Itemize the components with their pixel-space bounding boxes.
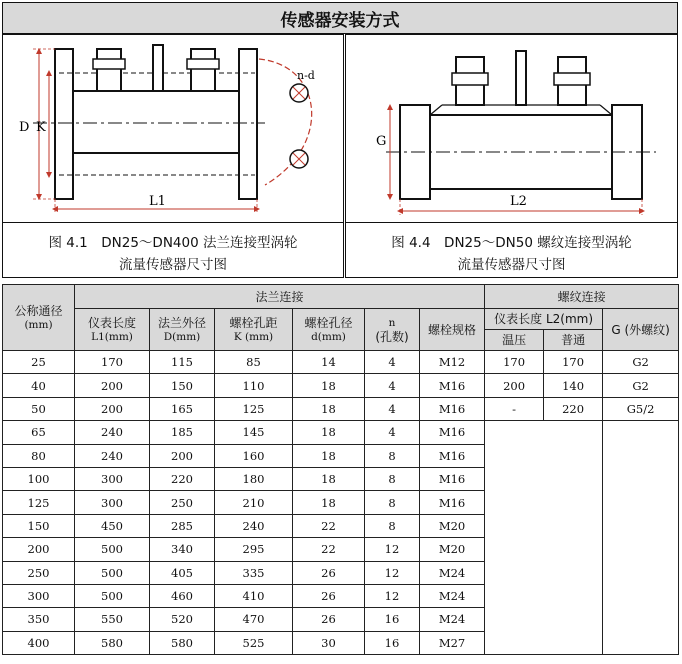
table-cell-n: 12 [365, 584, 420, 607]
table-cell-n: 4 [365, 374, 420, 397]
table-cell-bolt: M16 [420, 491, 485, 514]
table-cell-l1: 500 [75, 538, 150, 561]
col-dd-unit: d(mm) [311, 330, 346, 343]
table-cell-d: 165 [150, 397, 215, 420]
table-cell-l1: 240 [75, 444, 150, 467]
figure-thread-caption-line2: 流量传感器尺寸图 [457, 257, 566, 273]
table-cell-norm: 220 [544, 397, 603, 420]
table-cell-norm: 140 [544, 374, 603, 397]
table-cell-d: 220 [150, 467, 215, 490]
document-page [2, 2, 678, 660]
table-cell-dn: 65 [3, 421, 75, 444]
table-cell-k: 210 [215, 491, 293, 514]
table-cell-dd: 18 [293, 397, 365, 420]
figure-thread-caption-line1: 图 4.4 DN25～DN50 螺纹连接型涡轮 [391, 235, 632, 251]
table-cell-d: 460 [150, 584, 215, 607]
flange-sensor-drawing [3, 35, 343, 223]
table-cell-d: 115 [150, 351, 215, 374]
figure-thread-caption-box [345, 222, 678, 278]
col-nominal-unit: (mm) [24, 318, 53, 331]
table-cell-k: 110 [215, 374, 293, 397]
col-l1-unit: L1(mm) [91, 330, 133, 343]
table-cell-n: 16 [365, 608, 420, 631]
col-d-header [150, 309, 215, 351]
table-header-row [3, 309, 679, 330]
col-dd-label: 螺栓孔径 [304, 315, 353, 330]
col-nominal-header [3, 285, 75, 351]
table-cell-dd: 14 [293, 351, 365, 374]
col-k-label: 螺栓孔距 [229, 315, 278, 330]
table-cell-dd: 18 [293, 491, 365, 514]
table-cell-k: 240 [215, 514, 293, 537]
table-cell-dn: 80 [3, 444, 75, 467]
col-bolt-header: 螺栓规格 [420, 309, 485, 351]
table-cell-d: 200 [150, 444, 215, 467]
table-cell-l1: 580 [75, 631, 150, 654]
table-cell-l1: 300 [75, 467, 150, 490]
table-cell-l1: 500 [75, 584, 150, 607]
dim-nd-label: n-d [297, 69, 315, 82]
table-cell-bolt: M16 [420, 397, 485, 420]
dim-k-label: K [36, 120, 46, 135]
table-cell-bolt: M24 [420, 561, 485, 584]
dimension-table [2, 284, 679, 655]
col-k-unit: K (mm) [233, 330, 274, 343]
col-k-header [215, 309, 293, 351]
table-cell-l1: 170 [75, 351, 150, 374]
col-l1-header [75, 309, 150, 351]
table-cell-k: 525 [215, 631, 293, 654]
table-cell-n: 16 [365, 631, 420, 654]
col-n-header [365, 309, 420, 351]
table-cell-g: G2 [603, 351, 679, 374]
table-cell-bolt: M20 [420, 514, 485, 537]
group-thread-header: 螺纹连接 [485, 285, 679, 309]
table-cell-l1: 300 [75, 491, 150, 514]
table-cell-n: 8 [365, 514, 420, 537]
table-cell-dd: 18 [293, 421, 365, 444]
table-cell-n: 4 [365, 351, 420, 374]
table-cell-dn: 40 [3, 374, 75, 397]
col-l2-normal-header: 普通 [544, 330, 603, 351]
figure-flange-panel [2, 34, 344, 224]
table-cell-n: 4 [365, 397, 420, 420]
col-l2-hot-header: 温压 [485, 330, 544, 351]
table-cell-dd: 30 [293, 631, 365, 654]
thread-sensor-drawing [346, 35, 677, 223]
table-cell-norm: 170 [544, 351, 603, 374]
table-cell-k: 335 [215, 561, 293, 584]
table-cell-hot: 170 [485, 351, 544, 374]
table-cell-l1: 550 [75, 608, 150, 631]
table-cell-k: 145 [215, 421, 293, 444]
table-cell-n: 12 [365, 561, 420, 584]
table-cell-dd: 18 [293, 374, 365, 397]
col-nominal-label: 公称通径 [14, 303, 63, 318]
col-n-label: n [388, 316, 396, 329]
table-cell-d: 405 [150, 561, 215, 584]
table-cell-d: 520 [150, 608, 215, 631]
table-cell-k: 295 [215, 538, 293, 561]
table-cell-d: 150 [150, 374, 215, 397]
col-d-unit: D(mm) [163, 330, 201, 343]
table-cell-k: 125 [215, 397, 293, 420]
col-g-header: G (外螺纹) [603, 309, 679, 351]
table-cell-hot: - [485, 397, 544, 420]
table-cell-bolt: M16 [420, 467, 485, 490]
table-cell-bolt: M24 [420, 584, 485, 607]
col-d-label: 法兰外径 [157, 315, 206, 330]
dim-l2-label: L2 [510, 194, 527, 209]
table-cell-k: 180 [215, 467, 293, 490]
table-cell-bolt: M16 [420, 374, 485, 397]
table-cell-dn: 100 [3, 467, 75, 490]
table-cell-d: 250 [150, 491, 215, 514]
table-cell-dd: 26 [293, 561, 365, 584]
col-l2-header: 仪表长度 L2(mm) [485, 309, 603, 330]
table-cell-bolt: M20 [420, 538, 485, 561]
table-cell-k: 160 [215, 444, 293, 467]
table-cell-dn: 50 [3, 397, 75, 420]
empty-thread-g-cell [603, 421, 679, 655]
table-row [3, 351, 679, 374]
table-cell-d: 185 [150, 421, 215, 444]
table-cell-g: G2 [603, 374, 679, 397]
table-cell-dd: 18 [293, 444, 365, 467]
table-cell-l1: 200 [75, 397, 150, 420]
table-row [3, 374, 679, 397]
table-cell-n: 12 [365, 538, 420, 561]
table-cell-dd: 18 [293, 467, 365, 490]
col-dd-header [293, 309, 365, 351]
table-cell-g: G5/2 [603, 397, 679, 420]
empty-thread-l2-cell [485, 421, 603, 655]
col-l1-label: 仪表长度 [87, 315, 136, 330]
table-cell-k: 85 [215, 351, 293, 374]
table-cell-dn: 400 [3, 631, 75, 654]
table-cell-dn: 25 [3, 351, 75, 374]
table-cell-d: 340 [150, 538, 215, 561]
table-cell-d: 285 [150, 514, 215, 537]
table-cell-hot: 200 [485, 374, 544, 397]
table-cell-dn: 150 [3, 514, 75, 537]
table-cell-dd: 22 [293, 538, 365, 561]
table-cell-dd: 26 [293, 608, 365, 631]
table-cell-bolt: M27 [420, 631, 485, 654]
table-cell-dn: 350 [3, 608, 75, 631]
col-n-unit: (孔数) [375, 329, 409, 344]
table-cell-l1: 200 [75, 374, 150, 397]
table-cell-n: 8 [365, 444, 420, 467]
table-cell-dn: 300 [3, 584, 75, 607]
table-header-row [3, 285, 679, 309]
section-title: 传感器安装方式 [2, 2, 678, 34]
table-cell-bolt: M12 [420, 351, 485, 374]
table-cell-l1: 500 [75, 561, 150, 584]
table-cell-dn: 250 [3, 561, 75, 584]
table-cell-k: 470 [215, 608, 293, 631]
dim-d-label: D [19, 120, 30, 135]
figure-thread-panel [345, 34, 678, 224]
table-cell-bolt: M24 [420, 608, 485, 631]
table-row [3, 421, 679, 444]
table-cell-dd: 22 [293, 514, 365, 537]
table-cell-dd: 26 [293, 584, 365, 607]
figure-flange-caption-line2: 流量传感器尺寸图 [119, 257, 227, 273]
table-cell-l1: 450 [75, 514, 150, 537]
table-cell-dn: 125 [3, 491, 75, 514]
table-cell-l1: 240 [75, 421, 150, 444]
dim-l1-label: L1 [149, 194, 166, 209]
table-cell-bolt: M16 [420, 444, 485, 467]
table-cell-n: 8 [365, 467, 420, 490]
figure-flange-caption-line1: 图 4.1 DN25～DN400 法兰连接型涡轮 [48, 235, 298, 251]
dim-g-label: G [376, 134, 387, 149]
figure-flange-caption-box [2, 222, 344, 278]
table-cell-n: 8 [365, 491, 420, 514]
table-cell-dn: 200 [3, 538, 75, 561]
table-cell-n: 4 [365, 421, 420, 444]
table-cell-k: 410 [215, 584, 293, 607]
table-cell-d: 580 [150, 631, 215, 654]
table-cell-bolt: M16 [420, 421, 485, 444]
group-flange-header: 法兰连接 [75, 285, 485, 309]
table-row [3, 397, 679, 420]
